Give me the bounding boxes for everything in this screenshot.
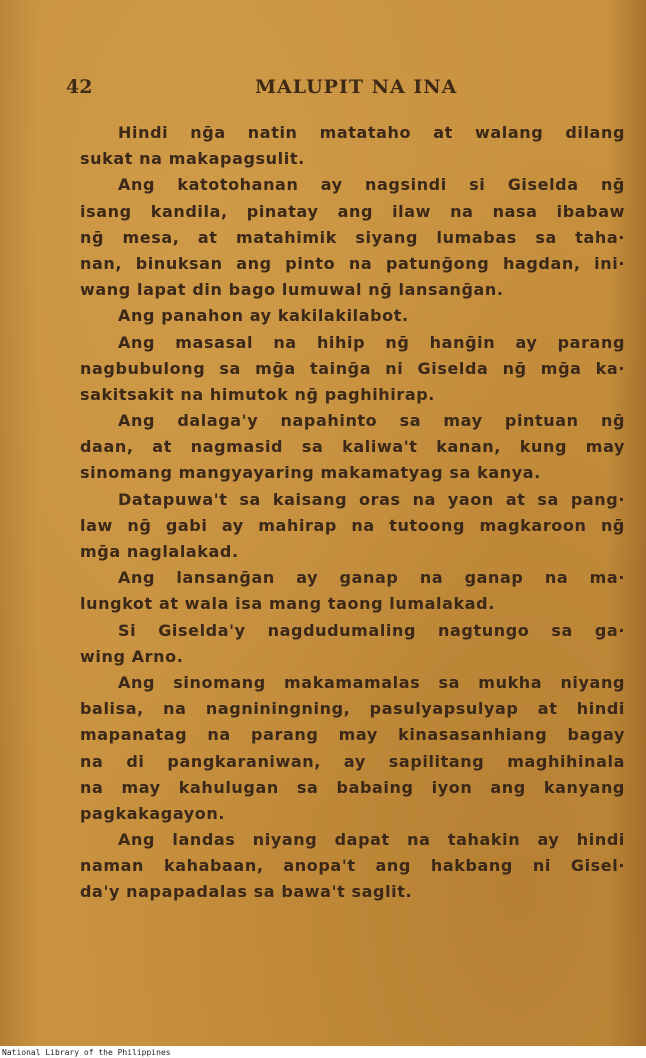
- text-line: Ang dalaga'y napahinto sa may pintuan nḡ: [118, 411, 625, 431]
- text-line: Ang landas niyang dapat na tahakin ay hindi: [118, 830, 625, 850]
- page-header: [60, 76, 620, 106]
- text-line: mapanatag na parang may kinasasanhiang bagay: [80, 725, 625, 745]
- text-line: isang kandila, pinatay ang ilaw na nasa ibabaw: [80, 201, 625, 221]
- text-line: Ang sinomang makamamalas sa mukha niyang: [118, 672, 625, 692]
- text-line: wing Arno.: [80, 646, 184, 666]
- text-line: Hindi nḡa natin matataho at walang dilang: [118, 123, 625, 142]
- text-line: Ang masasal na hihip nḡ hanḡin ay parang: [118, 332, 625, 352]
- text-line: nagbubulong sa mḡa tainḡa ni Giselda nḡ mḡa ka·: [80, 358, 625, 378]
- text-line: nan, binuksan ang pinto na patunḡong hagdan, ini·: [80, 253, 625, 273]
- text-line: mḡa naglalakad.: [80, 542, 239, 561]
- text-line: balisa, na nagniningning, pasulyapsulyap at hindi: [80, 699, 625, 719]
- text-line: Ang panahon ay kakilakilabot.: [118, 306, 409, 326]
- body-text: [80, 120, 625, 906]
- text-line: daan, at nagmasid sa kaliwa't kanan, kung may: [80, 437, 625, 457]
- text-line: lungkot at wala isa mang taong lumalakad.: [80, 594, 495, 614]
- text-line: nḡ mesa, at matahimik siyang lumabas sa taha·: [80, 227, 625, 247]
- text-line: Datapuwa't sa kaisang oras na yaon at sa pang·: [118, 489, 625, 509]
- text-line: pagkakagayon.: [80, 803, 226, 823]
- running-title: MALUPIT NA INA: [255, 76, 458, 98]
- text-line: sakitsakit na himutok nḡ paghihirap.: [80, 384, 435, 404]
- text-line: Si Giselda'y nagdudumaling nagtungo sa ga·: [118, 620, 625, 640]
- text-line: wang lapat din bago lumuwal nḡ lansanḡan.: [80, 280, 504, 300]
- text-line: na di pangkaraniwan, ay sapilitang maghihinala: [80, 751, 625, 771]
- page-number: 42: [66, 76, 93, 98]
- text-line: sinomang mangyayaring makamatyag sa kanya.: [80, 463, 541, 483]
- text-line: na may kahulugan sa babaing iyon ang kanyang: [80, 777, 625, 797]
- text-line: law nḡ gabi ay mahirap na tutoong magkaroon nḡ: [80, 515, 625, 535]
- text-line: da'y napapadalas sa bawa't saglit.: [80, 882, 413, 902]
- text-line: Ang katotohanan ay nagsindi si Giselda nḡ: [118, 175, 625, 195]
- library-credit: National Library of the Philippines: [2, 1048, 171, 1057]
- text-line: sukat na makapagsulit.: [80, 149, 305, 169]
- text-line: naman kahabaan, anopa't ang hakbang ni Gisel·: [80, 856, 625, 876]
- text-line: Ang lansanḡan ay ganap na ganap na ma·: [118, 568, 625, 588]
